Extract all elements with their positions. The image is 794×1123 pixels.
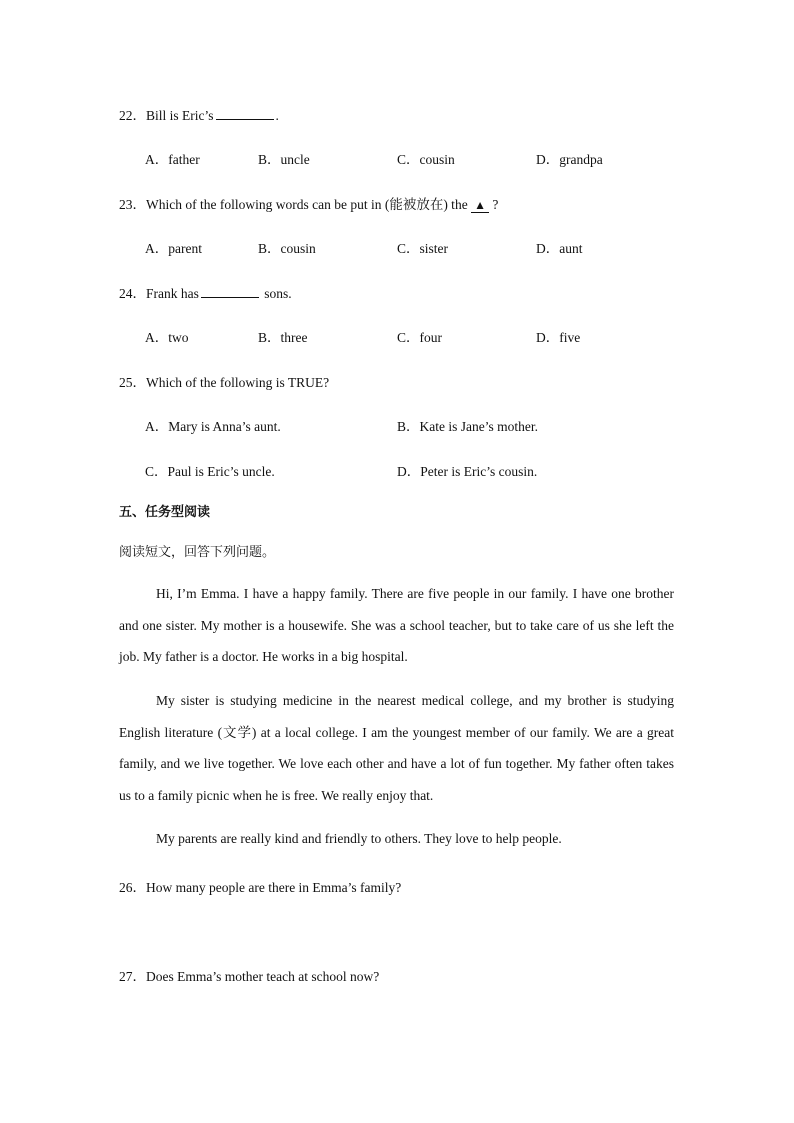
question-text-end: sons.: [264, 286, 292, 301]
option-b: B．three: [258, 330, 308, 345]
question-25: [119, 371, 329, 391]
question-23: [119, 193, 498, 213]
answer-blank: [216, 107, 274, 120]
question-number: 24．: [119, 286, 146, 301]
question-number: 26．: [119, 880, 146, 895]
option-a: A．Mary is Anna’s aunt.: [145, 419, 281, 434]
option-a: A．two: [145, 330, 189, 345]
passage-paragraph: My sister is studying medicine in the nearest medical college, and my brother is studying English literature (文学) at a local college. I am the youngest member of our family. We are a great family, and we live together. We love each other and have a lot of fun together. My father often takes us to a family picnic when he is free. We really enjoy that.: [119, 693, 674, 803]
section-heading: 五、任务型阅读: [119, 505, 211, 520]
option-a: A．parent: [145, 241, 202, 256]
option-c: C．cousin: [397, 152, 455, 167]
option-b: B．uncle: [258, 152, 310, 167]
reading-passage-1: [119, 578, 674, 673]
triangle-blank-mark: ▲: [471, 198, 489, 213]
question-text: Which of the following words can be put in (能被放在) the: [146, 197, 468, 212]
option-b: B．cousin: [258, 241, 316, 256]
question-text: Frank has: [146, 286, 199, 301]
question-27: [119, 965, 379, 985]
option-a: A．father: [145, 152, 200, 167]
question-text: Does Emma’s mother teach at school now?: [146, 969, 380, 984]
reading-passage-2: [119, 685, 674, 811]
question-number: 27．: [119, 969, 146, 984]
question-text: Bill is Eric’s: [146, 108, 214, 123]
question-22: [119, 104, 279, 124]
option-b: B．Kate is Jane’s mother.: [397, 419, 538, 434]
question-26: [119, 876, 401, 896]
passage-paragraph: My parents are really kind and friendly to others. They love to help people.: [156, 831, 562, 846]
question-text-end: .: [275, 108, 279, 123]
option-c: C．Paul is Eric’s uncle.: [145, 464, 275, 479]
reading-passage-3: [119, 823, 674, 855]
option-d: D．grandpa: [536, 152, 603, 167]
question-24: [119, 282, 292, 302]
option-c: C．sister: [397, 241, 449, 256]
option-d: D．five: [536, 330, 581, 345]
option-d: D．Peter is Eric’s cousin.: [397, 464, 538, 479]
passage-paragraph: Hi, I’m Emma. I have a happy family. There are five people in our family. I have one brother and one sister. My mother is a housewife. She was a school teacher, but to take care of us she left the job. My father is a doctor. He works in a big hospital.: [119, 586, 674, 664]
section-instruction: 阅读短文，回答下列问题。: [119, 545, 276, 560]
answer-blank: [201, 285, 259, 298]
question-text: How many people are there in Emma’s family?: [146, 880, 402, 895]
question-text-end: ?: [492, 197, 499, 212]
option-d: D．aunt: [536, 241, 583, 256]
question-number: 23．: [119, 197, 146, 212]
question-text: Which of the following is TRUE?: [146, 375, 330, 390]
question-number: 25．: [119, 375, 146, 390]
question-number: 22．: [119, 108, 146, 123]
option-c: C．four: [397, 330, 443, 345]
